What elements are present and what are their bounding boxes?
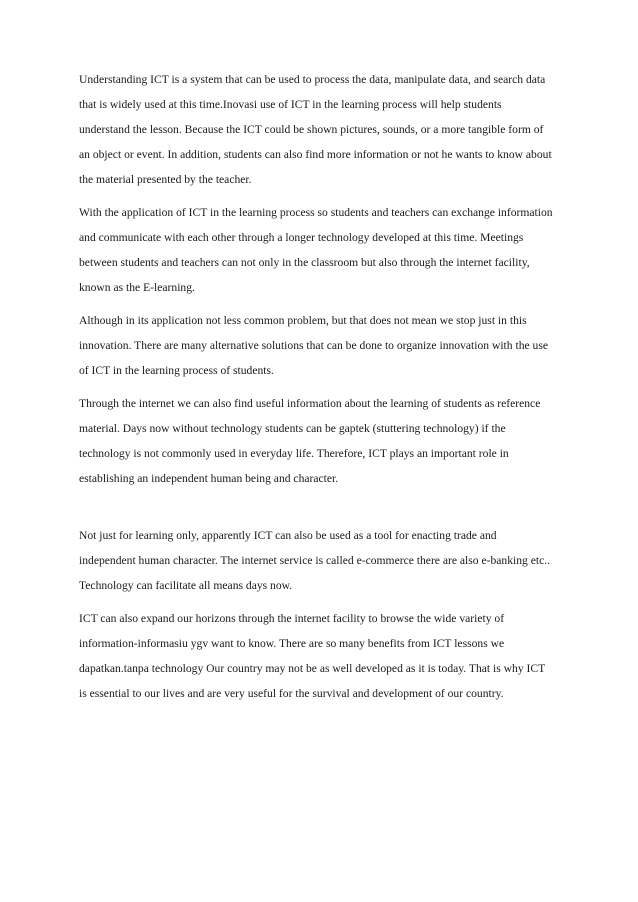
text-line: Not just for learning only, apparently ICT can also be used as a tool for enacting trade and <box>79 529 497 542</box>
text-line: is essential to our lives and are very useful for the survival and development of our country. <box>79 687 504 700</box>
text-line: Understanding ICT is a system that can be used to process the data, manipulate data, and search data <box>79 73 546 86</box>
text-line: Technology can facilitate all means days now. <box>79 579 293 592</box>
text-line: ICT can also expand our horizons through the internet facility to browse the wide variety of <box>79 612 505 625</box>
text-line: innovation. There are many alternative solutions that can be done to organize innovation with the use <box>79 339 548 352</box>
text-line: and communicate with each other through a longer technology developed at this time. Meetings <box>79 231 524 244</box>
paragraph-6 <box>79 606 564 706</box>
text-line: establishing an independent human being and character. <box>79 472 339 485</box>
text-line: that is widely used at this time.Inovasi use of ICT in the learning process will help students <box>79 98 502 111</box>
text-line: understand the lesson. Because the ICT could be shown pictures, sounds, or a more tangible form of <box>79 123 544 136</box>
text-line: information-informasiu ygv want to know. There are so many benefits from ICT lessons we <box>79 637 505 650</box>
text-line: an object or event. In addition, students can also find more information or not he wants to know about <box>79 148 552 161</box>
paragraph-spacer <box>79 491 564 523</box>
paragraph-spacer <box>79 192 564 200</box>
text-line: technology is not commonly used in everyday life. Therefore, ICT plays an important role in <box>79 447 509 460</box>
text-line: Through the internet we can also find useful information about the learning of students as reference <box>79 397 541 410</box>
text-line: independent human character. The internet service is called e-commerce there are also e-banking etc.. <box>79 554 551 567</box>
paragraph-3 <box>79 308 564 383</box>
text-line: Although in its application not less common problem, but that does not mean we stop just in this <box>79 314 527 327</box>
paragraph-spacer <box>79 300 564 308</box>
text-line: the material presented by the teacher. <box>79 173 252 186</box>
paragraph-5 <box>79 523 564 598</box>
document-body <box>79 67 564 706</box>
text-line: material. Days now without technology students can be gaptek (stuttering technology) if the <box>79 422 506 435</box>
text-line: known as the E-learning. <box>79 281 195 294</box>
text-line: of ICT in the learning process of students. <box>79 364 274 377</box>
paragraph-spacer <box>79 383 564 391</box>
text-line: With the application of ICT in the learning process so students and teachers can exchange information <box>79 206 553 219</box>
paragraph-spacer <box>79 598 564 606</box>
paragraph-2 <box>79 200 564 300</box>
text-line: between students and teachers can not only in the classroom but also through the internet facility, <box>79 256 530 269</box>
paragraph-1 <box>79 67 564 192</box>
paragraph-4 <box>79 391 564 491</box>
text-line: dapatkan.tanpa technology Our country may not be as well developed as it is today. That is why ICT <box>79 662 546 675</box>
